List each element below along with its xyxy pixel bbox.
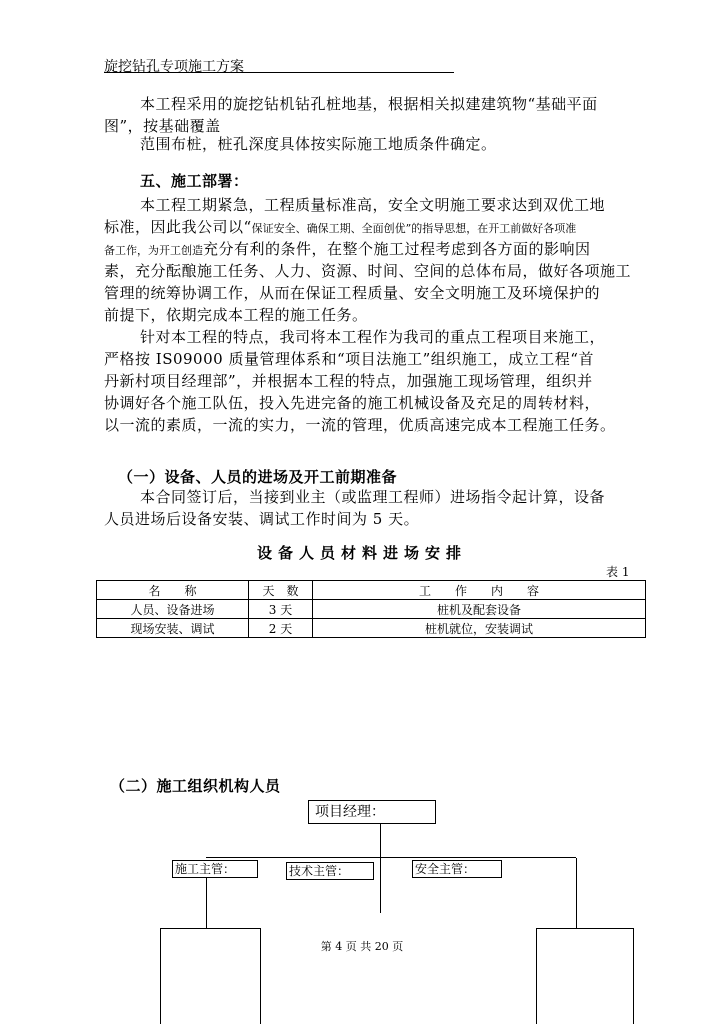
sub1-line-2: 人员进场后设备安装、调试工作时间为 5 天。 — [104, 510, 420, 528]
header-divider — [104, 72, 454, 73]
table-row — [97, 600, 646, 619]
s5-p2-line-5: 以一流的素质，一流的实力，一流的管理，优质高速完成本工程施工任务。 — [104, 416, 616, 434]
s5-p1-line-1: 本工程工期紧急，工程质量标准高，安全文明施工要求达到双优工地 — [140, 196, 606, 214]
org-connector-line — [380, 823, 381, 913]
org-construction-supervisor-box: 施工主管： — [172, 860, 258, 878]
table-header-row — [97, 581, 646, 600]
intro-line-1: 本工程采用的旋挖钻机钻孔桩地基，根据相关拟建建筑物“基础平面 — [140, 95, 598, 113]
org-connector-line — [206, 878, 207, 928]
table-title: 设备人员材料进场安排 — [256, 544, 467, 562]
org-connector-line — [576, 858, 577, 928]
s5-p2-line-1: 针对本工程的特点，我司将本工程作为我司的重点工程项目来施工， — [140, 328, 606, 346]
schedule-table — [96, 580, 646, 638]
intro-line-3: 范围布桩，桩孔深度具体按实际施工地质条件确定。 — [140, 135, 497, 153]
intro-line-2: 图”，按基础覆盖 — [104, 117, 221, 135]
s5-p1-line-5: 管理的统筹协调工作，从而在保证工程质量、安全文明施工及环境保护的 — [104, 284, 601, 302]
table-cell: 桩机就位，安装调试 — [313, 619, 646, 638]
section-5-heading: 五、施工部署： — [140, 172, 249, 190]
org-connector-line — [536, 928, 634, 929]
page-number: 第 4 页 共 20 页 — [320, 940, 404, 953]
table-header-cell: 工 作 内 容 — [313, 581, 646, 600]
table-cell: 2 天 — [249, 619, 313, 638]
table-header-cell: 名 称 — [97, 581, 249, 600]
org-project-manager-box: 项目经理： — [308, 800, 436, 824]
table-row — [97, 619, 646, 638]
s5-p1-line-2: 标准，因此我公司以“保证安全、确保工期、全面创优”的指导思想，在开工前做好各项准 — [104, 218, 577, 236]
subsection-2-heading: （二）施工组织机构人员 — [110, 777, 281, 795]
table-number: 表 1 — [606, 565, 630, 579]
org-safety-supervisor-box: 安全主管： — [412, 860, 502, 878]
sub1-line-1: 本合同签订后，当接到业主（或监理工程师）进场指令起计算，设备 — [140, 488, 606, 506]
org-connector-line — [160, 928, 260, 929]
s5-p2-line-2: 严格按 IS09000 质量管理体系和“项目法施工”组织施工，成立工程“首 — [104, 350, 594, 368]
table-header-cell: 天 数 — [249, 581, 313, 600]
s5-p1-line-4: 素，充分酝酿施工任务、人力、资源、时间、空间的总体布局，做好各项施工 — [104, 262, 632, 280]
header-title: 旋挖钻孔专项施工方案 — [104, 59, 244, 75]
s5-p2-line-4: 协调好各个施工队伍，投入先进完备的施工机械设备及充足的周转材料， — [104, 394, 601, 412]
table-cell: 桩机及配套设备 — [313, 600, 646, 619]
table-cell: 3 天 — [249, 600, 313, 619]
table-cell: 人员、设备进场 — [97, 600, 249, 619]
subsection-1-heading: （一）设备、人员的进场及开工前期准备 — [118, 468, 398, 486]
s5-p1-line-3: 备工作，为开工创造充分有利的条件，在整个施工过程考虑到各方面的影响因 — [104, 240, 591, 258]
org-technical-supervisor-box: 技术主管： — [286, 862, 374, 880]
s5-p1-line-6: 前提下，依期完成本工程的施工任务。 — [104, 306, 368, 324]
s5-p2-line-3: 丹新村项目经理部”，并根据本工程的特点，加强施工现场管理，组织并 — [104, 372, 593, 390]
org-connector-line — [206, 857, 576, 858]
table-cell: 现场安装、调试 — [97, 619, 249, 638]
